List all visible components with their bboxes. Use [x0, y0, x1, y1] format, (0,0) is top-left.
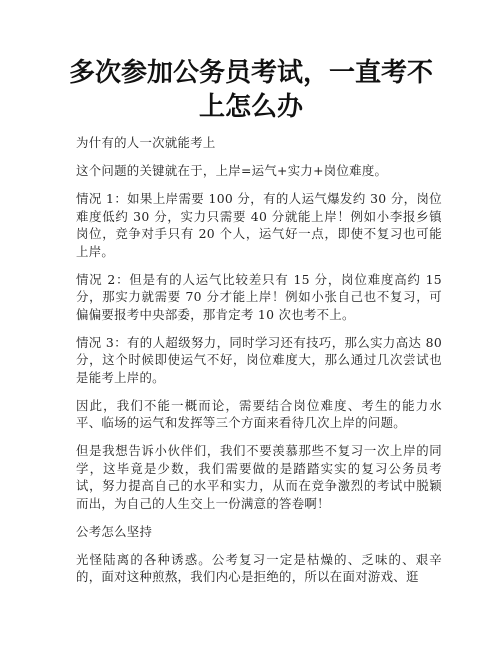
section-heading: 公考怎么坚持 — [76, 523, 153, 539]
document-title: 多次参加公务员考试，一直考不上怎么办 — [68, 58, 433, 122]
paragraph: 情况 1：如果上岸需要 100 分，有的人运气爆发约 30 分，岗位难度低约 30 分，实力只需要 40 分就能上岸！例如小李报乡镇岗位，竞争对手只有 20 个人，运气好一点，即使不复习也可能上岸。 — [76, 191, 442, 259]
paragraph: 这个问题的关键就在于，上岸=运气+实力+岗位难度。 — [76, 163, 388, 178]
paragraph: 情况 2：但是有的人运气比较差只有 15 分，岗位难度高约 15 分，那实力就需要 70 分才能上岸！例如小张自己也不复习，可偏偏要报考中央部委，那肯定考 10 次也考不上。 — [76, 271, 442, 322]
document-body — [76, 134, 442, 596]
paragraph: 情况 3：有的人超级努力，同时学习还有技巧，那么实力高达 80 分，这个时候即使运气不好，岗位难度大，那么通过几次尝试也是能考上岸的。 — [76, 334, 442, 385]
section-heading: 为什有的人一次就能考上 — [76, 135, 216, 150]
paragraph: 因此，我们不能一概而论，需要结合岗位难度、考生的能力水平、临场的运气和发挥等三个方面来看待几次上岸的问题。 — [76, 397, 442, 430]
paragraph: 但是我想告诉小伙伴们，我们不要羡慕那些不复习一次上岸的同学，这毕竟是少数，我们需要做的是踏踏实实的复习公务员考试，努力提高自己的水平和实力，从而在竞争激烈的考试中脱颖而出，为自己的人生交上一份满意的答卷啊！ — [76, 443, 442, 511]
paragraph: 光怪陆离的各种诱惑。公考复习一定是枯燥的、乏味的、艰辛的，面对这种煎熬，我们内心是拒绝的，所以在面对游戏、逛 — [76, 551, 442, 584]
